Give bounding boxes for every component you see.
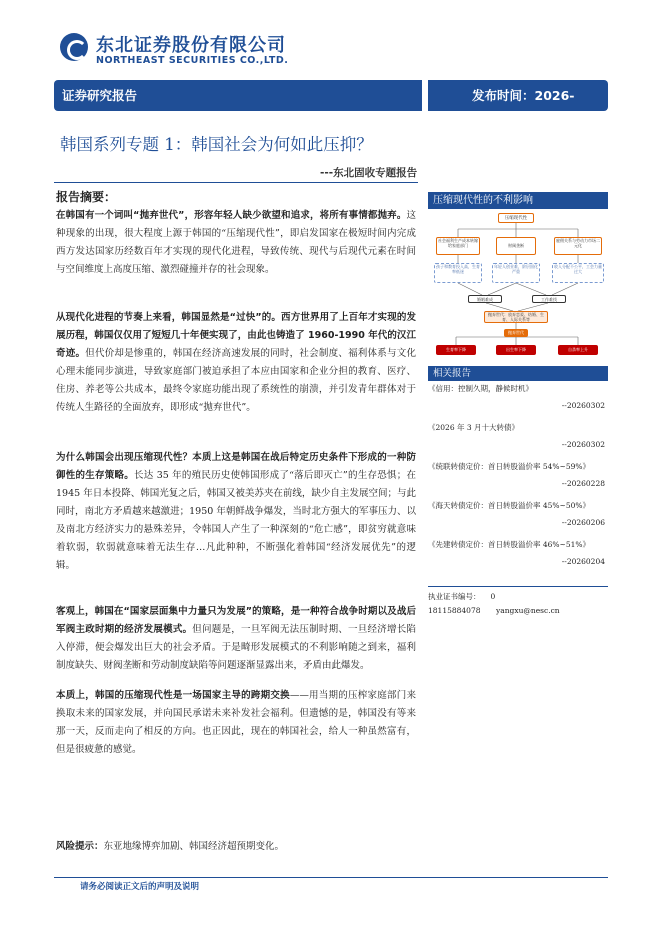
related-report-date: --20260302 — [561, 440, 605, 449]
paragraph-4-lead: 客观上，韩国在“国家层面集中力量只为发展”的策略，是一种符合战争时期以及战后军阀主政时期的经济发展模式。 — [56, 606, 416, 635]
paragraph-5-lead: 本质上，韩国的压缩现代性是一场国家主导的跨期交换 — [56, 690, 290, 701]
summary-paragraph-1 — [56, 207, 416, 279]
diagram-mid-node-2: 财阀垄断 — [496, 237, 536, 255]
cert-label: 执业证书编号： — [428, 592, 481, 601]
related-reports-title: 相关报告 — [428, 366, 608, 381]
related-report-title: 《统联转债定价：首日转股溢价率 54%~59%》 — [428, 462, 591, 471]
company-name-cn: 东北证券股份有限公司 — [96, 35, 286, 56]
cert-value: 0 — [490, 592, 496, 601]
related-report-date: --20260302 — [561, 401, 605, 410]
risk-label: 风险提示： — [56, 841, 104, 852]
footer-divider — [54, 877, 608, 878]
company-name-en: NORTHEAST SECURITIES CO.,LTD. — [96, 55, 289, 66]
summary-paragraph-5 — [56, 687, 416, 759]
analyst-email[interactable]: yangxu@nesc.cn — [496, 606, 560, 615]
paragraph-3-body: 长达 35 年的殖民历史使韩国形成了“落后即灭亡”的生存恐惧；在 1945 年日本投降、韩国光复之后，韩国又被美苏夹在前线，缺少自主发展空间；与此同时，南北方矛盾越来越激进；1950 年朝鲜战争爆发，当时北方强大的军事压力、以及南北方经济实力的悬殊差异，令韩国人产生了一种深刻的“危亡感”，即贫穷就意味着软弱，软弱就意味着无法生存…凡此种种，不断强化着韩国“经济发展优先”的逻辑。 — [56, 470, 416, 571]
diagram-hub-work: 工作难找 — [532, 295, 566, 303]
related-report-item[interactable] — [428, 461, 608, 500]
publish-date-band — [428, 80, 608, 111]
related-report-title: 《海天转债定价：首日转股溢价率 45%~50%》 — [428, 501, 591, 510]
related-report-title: 《先建转债定价：首日转股溢价率 46%~51%》 — [428, 540, 591, 549]
related-report-item[interactable] — [428, 539, 608, 578]
paragraph-2-body: 但代价却是惨重的，韩国在经济高速发展的同时，社会制度、福利体系与文化心理未能同步演进，导致家庭部门被迫承担了本应由国家和企业分担的教育、医疗、住房、养老等公共成本，最终令家庭功能出现了系统性的崩溃，并引发青年群体对于传统人生路径的全面放弃，即形成“抛弃世代”。 — [56, 348, 416, 413]
company-logo-icon — [60, 33, 88, 61]
cert-number — [428, 591, 495, 602]
related-report-title: 《信用：控制久期，静候时机》 — [428, 384, 533, 393]
related-report-item[interactable] — [428, 383, 608, 422]
diagram-outcome-2: 出生率下降 — [496, 345, 536, 355]
paragraph-5-body: ——用当期的压榨家庭部门来换取未来的国家发展，并向国民承诺未来补发社会福利。但遗憾的是，韩国没有等来那一天，反而走向了相反的方向。也正因此，现在的韩国社会，给人一种虽然富有，但是很疲惫的感觉。 — [56, 690, 416, 755]
footer-disclaimer[interactable]: 请务必阅读正文后的声明及说明 — [80, 882, 200, 892]
diagram-mid-node-1: 社会福利生产成本转嫁给家庭部门 — [436, 237, 480, 255]
summary-paragraph-3 — [56, 449, 416, 575]
related-report-title: 《2026 年 3 月十大转债》 — [428, 423, 520, 432]
report-subtitle: ---东北固收专题报告 — [320, 167, 418, 179]
diagram-outcome-3: 自杀率上升 — [558, 345, 598, 355]
paragraph-2-lead: 从现代化进程的节奏上来看，韩国显然是“过快”的。西方世界用了上百年才实现的发展历程，韩国仅仅用了短短几十年便实现了，由此也铸造了 1960-1990 年代的汉江奇迹。 — [56, 312, 416, 359]
title-divider — [54, 182, 418, 183]
diagram-bottom-node: 抛弃世代：放弃恋爱、结婚、生育、人际关系等 — [484, 311, 548, 323]
paragraph-4-body: 但问题是，一旦军阀无法压制时期、一旦经济增长陷入停滞，便会爆发出巨大的社会矛盾。于是畸形发展模式的不利影响随之到来，福利制度缺失、财阀垄断和劳动制度缺陷等问题逐渐显露出来，矛盾由此爆发。 — [56, 624, 416, 671]
report-type-label: 证券研究报告 — [62, 88, 138, 103]
diagram-sub-node-3: 收入分配不公平，工会力量过大 — [552, 263, 604, 283]
analyst-phone: 18115884078 — [428, 606, 481, 615]
risk-text: 东亚地缘博弈加剧、韩国经济超预期变化。 — [103, 841, 285, 852]
publish-date-label: 发布时间：2026- — [472, 88, 575, 103]
related-reports-list — [428, 383, 608, 578]
diagram-title: 压缩现代性的不利影响 — [428, 192, 608, 209]
diagram-mid-node-3: 雇佣关系与劳动力市场二元化 — [554, 237, 602, 255]
diagram-connectors — [428, 211, 608, 363]
paragraph-3-lead: 为什么韩国会出现压缩现代性？本质上这是韩国在战后特定历史条件下形成的一种防御性的生存策略。 — [56, 452, 416, 481]
summary-paragraph-2 — [56, 309, 416, 417]
related-report-date: --20260206 — [561, 518, 605, 527]
related-report-item[interactable] — [428, 500, 608, 539]
related-report-date: --20260204 — [561, 557, 605, 566]
report-title: 韩国系列专题 1：韩国社会为何如此压抑？ — [60, 135, 373, 154]
risk-notice — [56, 838, 284, 852]
diagram-top-node: 压缩现代性 — [498, 213, 534, 223]
related-report-item[interactable] — [428, 422, 608, 461]
compressed-modernity-diagram — [428, 211, 608, 363]
summary-paragraph-4 — [56, 603, 416, 675]
related-report-date: --20260228 — [561, 479, 605, 488]
paragraph-1-lead: 在韩国有一个词叫“抛弃世代”，形容年轻人缺少欲望和追求，将所有事情都抛弃。 — [56, 210, 407, 221]
diagram-hub-marriage: 婚姻难成 — [468, 295, 502, 303]
summary-heading: 报告摘要： — [56, 190, 117, 204]
diagram-outcome-root: 抛弃世代 — [504, 329, 528, 337]
contact-divider — [428, 586, 608, 587]
diagram-sub-node-2: 年轻人创业难，阶层固化严重 — [492, 263, 540, 283]
diagram-outcome-1: 生育率下降 — [436, 345, 476, 355]
diagram-sub-node-1: 孩子和教育投入高，生育率低迷 — [434, 263, 482, 283]
paragraph-1-body: 这种现象的出现，很大程度上源于韩国的“压缩现代性”，即启发国家在极短时间内完成西方发达国家历经数百年才实现的现代化进程，导致传统、现代与后现代元素在时间与空间维度上高度压缩、激烈碰撞并存的社会现象。 — [56, 210, 416, 275]
report-type-band — [54, 80, 422, 111]
